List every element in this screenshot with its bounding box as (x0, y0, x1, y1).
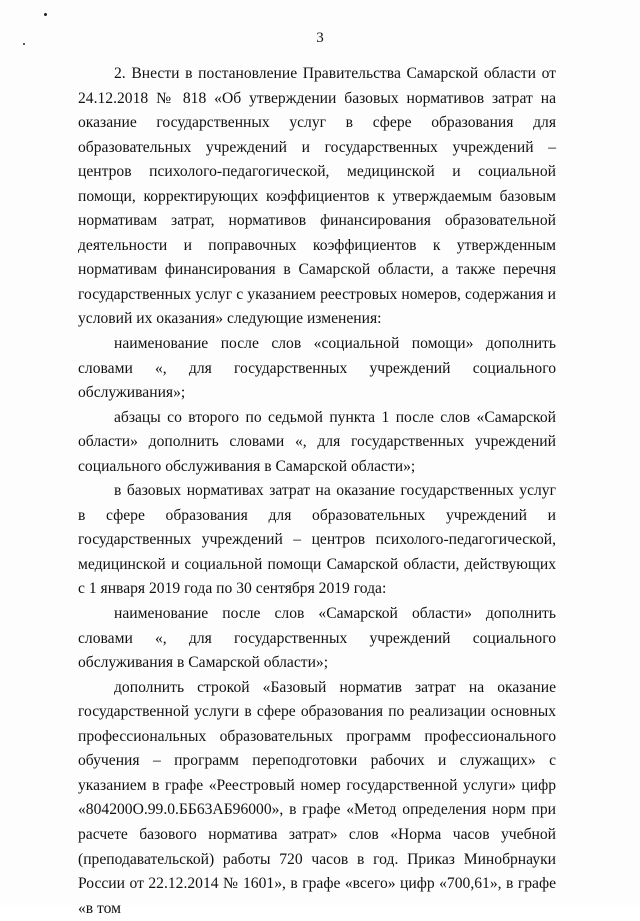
document-body (78, 62, 556, 921)
page-number: 3 (316, 30, 324, 46)
paragraph-base-standards: в базовых нормативах затрат на оказание государственных услуг в сфере образования для образовательных учреждений и государственных учреждений – центров психолого-педагогической, медицинской и социальной помощи Самарской области, действующих с 1 января 2019 года по 30 сентября 2019 года: (78, 482, 556, 598)
paragraph-name-amendment: наименование после слов «социальной помощи» дополнить словами «, для государственных учреждений социального обслуживания»; (78, 335, 556, 402)
paragraph-add-row: дополнить строкой «Базовый норматив затрат на оказание государственной услуги в сфере образования по реализации основных профессиональных образовательных программ профессионального обучения – программ переподготовки рабочих и служащих» с указанием в графе «Реестровый номер государственной услуги» цифр «804200О.99.0.ББ63АБ96000», в графе «Метод определения норм при расчете базового норматива затрат» слов «Норма часов учебной (преподавательской) работы 720 часов в год. Приказ Минобрнауки России от 22.12.2014 № 1601», в графе «всего» цифр «700,61», в графе «в том (78, 678, 556, 917)
paragraph-item-2: 2. Внести в постановление Правительства Самарской области от 24.12.2018 № 818 «Об утверждении базовых нормативов затрат на оказание государственных услуг в сфере образования для образовательных учреждений и государственных учреждений – центров психолого-педагогической, медицинской и социальной помощи, корректирующих коэффициентов к утверждаемым базовым нормативам затрат, нормативов финансирования образовательной деятельности и поправочных коэффициентов к утвержденным нормативам финансирования в Самарской области, а также перечня государственных услуг с указанием реестровых номеров, содержания и условий их оказания» следующие изменения: (78, 65, 556, 328)
paragraph-clause-1-amendment: абзацы со второго по седьмой пункта 1 после слов «Самарской области» дополнить словами «, для государственных учреждений социального обслуживания в Самарской области»; (78, 408, 556, 475)
paragraph-base-standards-name: наименование после слов «Самарской области» дополнить словами «, для государственных учреждений социального обслуживания в Самарской области»; (78, 605, 556, 672)
scan-speck (44, 13, 47, 16)
